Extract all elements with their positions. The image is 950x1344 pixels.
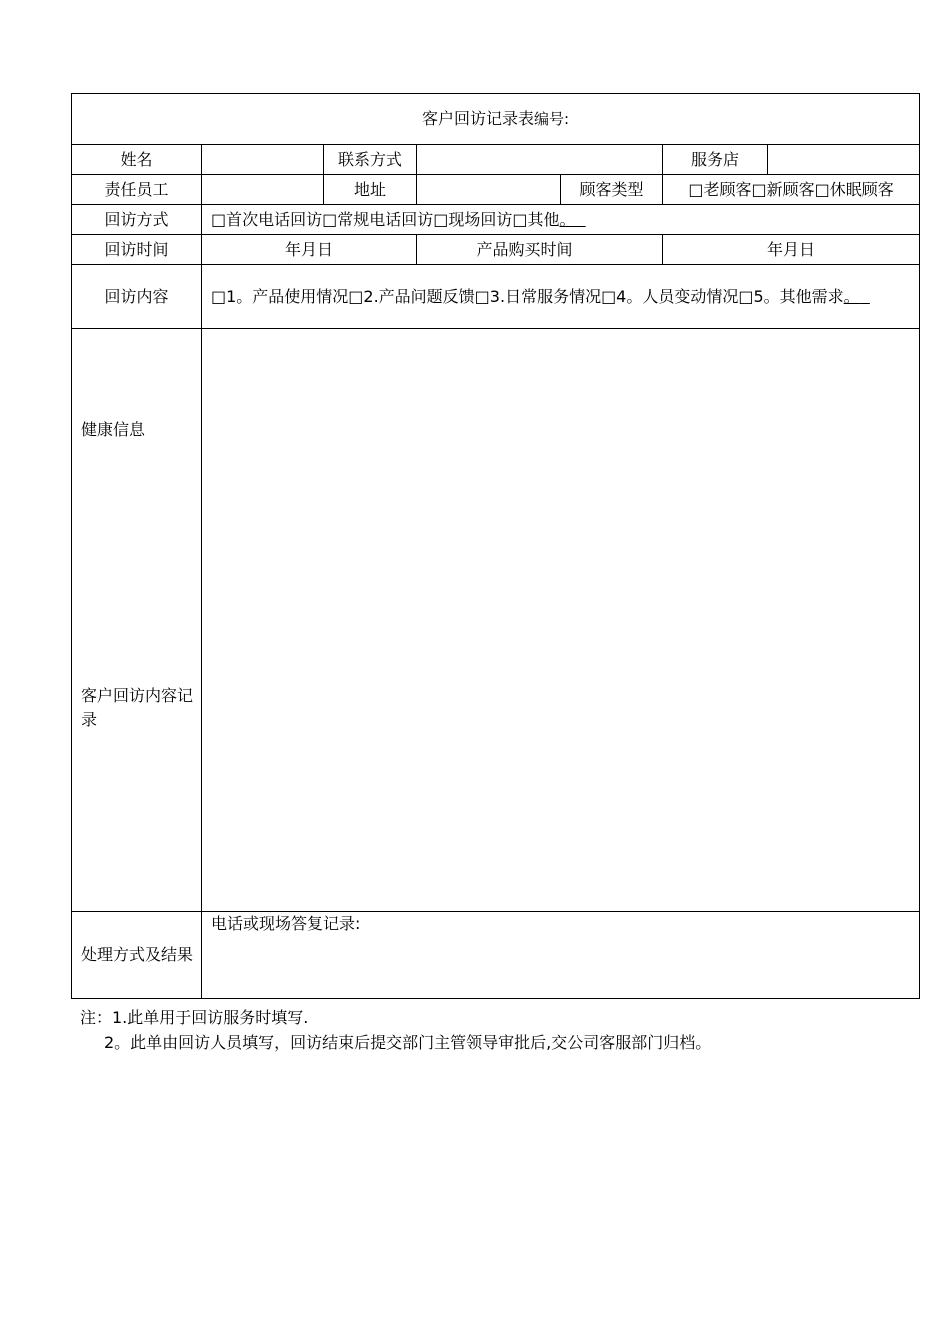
visit-method-label: 回访方式: [72, 205, 202, 235]
note-line-1: 注：1.此单用于回访服务时填写.: [80, 1008, 309, 1027]
contact-label: 联系方式: [324, 145, 417, 175]
purchase-date-field[interactable]: 年月日: [663, 235, 920, 265]
form-title: 客户回访记录表: [422, 109, 535, 128]
customer-type-options[interactable]: □老顾客□新顾客□休眠顾客: [663, 175, 920, 205]
health-and-record-label-cell: [72, 329, 202, 912]
address-label: 地址: [324, 175, 417, 205]
name-field[interactable]: [202, 145, 324, 175]
store-field[interactable]: [768, 145, 920, 175]
health-info-label: 健康信息: [81, 420, 146, 439]
name-label: 姓名: [72, 145, 202, 175]
record-label: 客户回访内容记录: [81, 686, 194, 729]
visit-record-form: [71, 93, 920, 999]
purchase-time-label: 产品购买时间: [417, 235, 663, 265]
visit-method-other-underline: [576, 210, 586, 229]
address-field[interactable]: [417, 175, 561, 205]
visit-time-label: 回访时间: [72, 235, 202, 265]
visit-content-options[interactable]: □1。产品使用情况□2.产品问题反馈□3.日常服务情况□4。人员变动情况□5。其他需求: [211, 286, 844, 306]
note-line-2: 2。此单由回访人员填写，回访结束后提交部门主管领导审批后,交公司客服部门归档。: [104, 1033, 712, 1052]
contact-field[interactable]: [417, 145, 663, 175]
record-content-area[interactable]: [202, 329, 920, 912]
visit-content-other-blank[interactable]: 。: [843, 286, 860, 306]
customer-type-label: 顾客类型: [561, 175, 663, 205]
form-number-label: 编号:: [534, 110, 570, 128]
form-notes: [80, 1005, 711, 1055]
visit-content-other-underline: [860, 287, 870, 306]
handling-label: 处理方式及结果: [72, 912, 202, 999]
visit-method-other-blank[interactable]: 。: [559, 209, 576, 229]
visit-date-field[interactable]: 年月日: [202, 235, 417, 265]
visit-content-label: 回访内容: [72, 265, 202, 329]
staff-field[interactable]: [202, 175, 324, 205]
visit-content-options-cell[interactable]: [202, 265, 920, 329]
reply-record-field[interactable]: 电话或现场答复记录:: [202, 912, 920, 999]
store-label: 服务店: [663, 145, 768, 175]
form-title-cell: [72, 94, 920, 145]
visit-method-options[interactable]: □首次电话回访□常规电话回访□现场回访□其他: [211, 209, 560, 229]
visit-method-options-cell[interactable]: [202, 205, 920, 235]
staff-label: 责任员工: [72, 175, 202, 205]
